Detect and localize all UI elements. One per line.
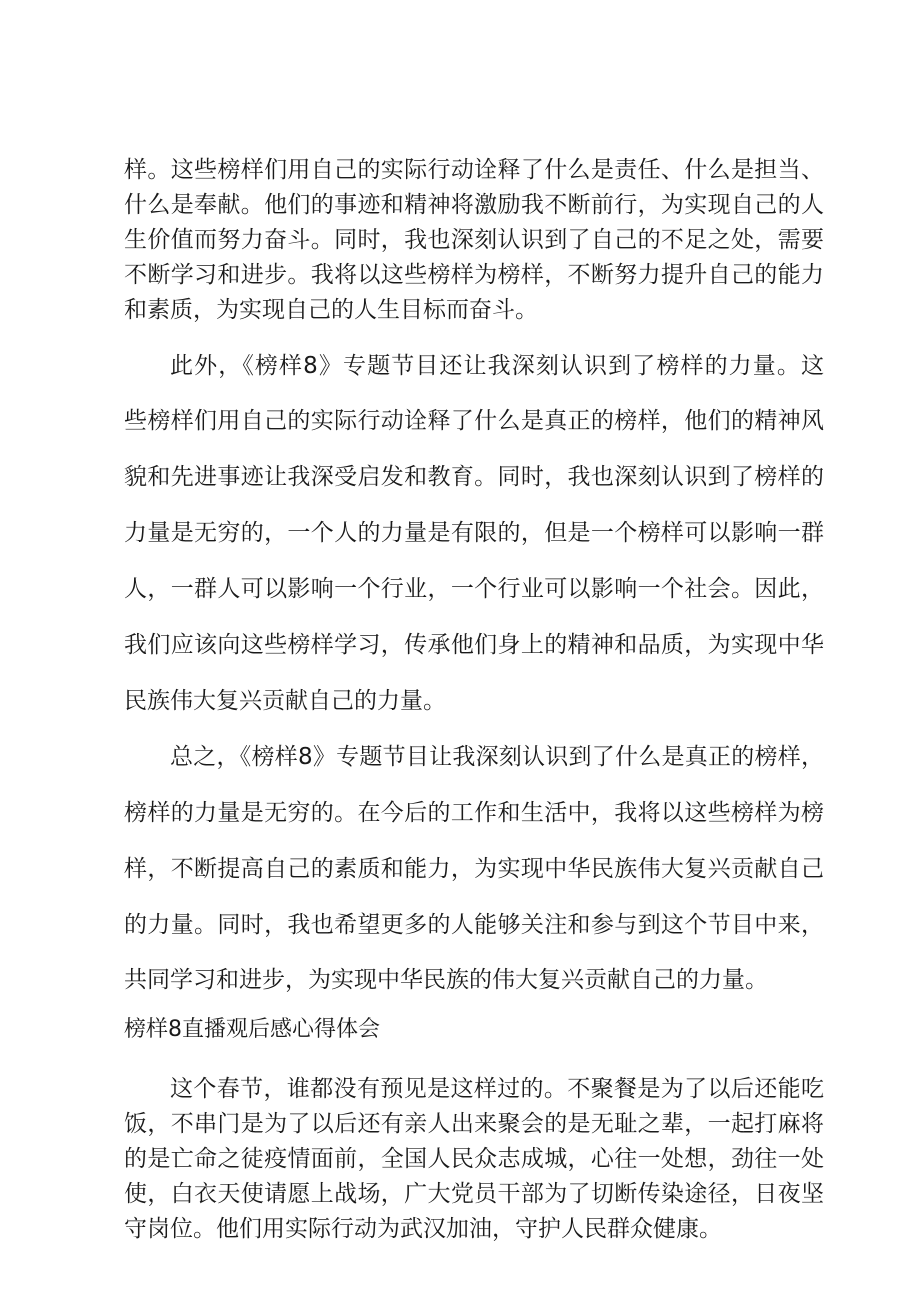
paragraph-line: 的是亡命之徒疫情面前，全国人民众志成城，心往一处想，劲往一处 (124, 1146, 824, 1172)
paragraph-line: 守岗位。他们用实际行动为武汉加油，守护人民群众健康。 (124, 1216, 722, 1242)
paragraph-line: 的力量。同时，我也希望更多的人能够关注和参与到这个节目中来， (124, 912, 824, 938)
paragraph-line: 力量是无穷的，一个人的力量是有限的，但是一个榜样可以影响一群 (124, 520, 824, 546)
paragraph-line: 人，一群人可以影响一个行业，一个行业可以影响一个社会。因此， (124, 576, 824, 602)
section-heading: 榜样8直播观后感心得体会 (124, 1017, 380, 1042)
paragraph-line: 民族伟大复兴贡献自己的力量。 (124, 688, 446, 714)
paragraph-line: 共同学习和进步，为实现中华民族的伟大复兴贡献自己的力量。 (124, 967, 768, 993)
paragraph-line: 榜样的力量是无穷的。在今后的工作和生活中，我将以这些榜样为榜 (124, 800, 824, 826)
paragraph-line: 貌和先进事迹让我深受启发和教育。同时，我也深刻认识到了榜样的 (124, 464, 824, 490)
paragraph-line: 此外，《榜样8》专题节目还让我深刻认识到了榜样的力量。这 (170, 353, 824, 379)
paragraph-line: 我们应该向这些榜样学习，传承他们身上的精神和品质，为实现中华 (124, 632, 824, 658)
paragraph-line: 生价值而努力奋斗。同时，我也深刻认识到了自己的不足之处，需要 (124, 227, 824, 253)
paragraph-line: 使，白衣天使请愿上战场，广大党员干部为了切断传染途径，日夜坚 (124, 1181, 824, 1207)
paragraph-line: 样。这些榜样们用自己的实际行动诠释了什么是责任、什么是担当、 (124, 157, 824, 183)
paragraph-line: 样，不断提高自己的素质和能力，为实现中华民族伟大复兴贡献自己 (124, 856, 824, 882)
paragraph-line: 和素质，为实现自己的人生目标而奋斗。 (124, 297, 538, 323)
paragraph-line: 饭，不串门是为了以后还有亲人出来聚会的是无耻之辈，一起打麻将 (124, 1111, 824, 1137)
paragraph-line: 些榜样们用自己的实际行动诠释了什么是真正的榜样，他们的精神风 (124, 408, 824, 434)
paragraph-line: 什么是奉献。他们的事迹和精神将激励我不断前行，为实现自己的人 (124, 192, 824, 218)
paragraph-line: 不断学习和进步。我将以这些榜样为榜样，不断努力提升自己的能力 (124, 262, 824, 288)
paragraph-line: 这个春节，谁都没有预见是这样过的。不聚餐是为了以后还能吃 (170, 1076, 824, 1102)
paragraph-line: 总之，《榜样8》专题节目让我深刻认识到了什么是真正的榜样， (170, 744, 824, 770)
